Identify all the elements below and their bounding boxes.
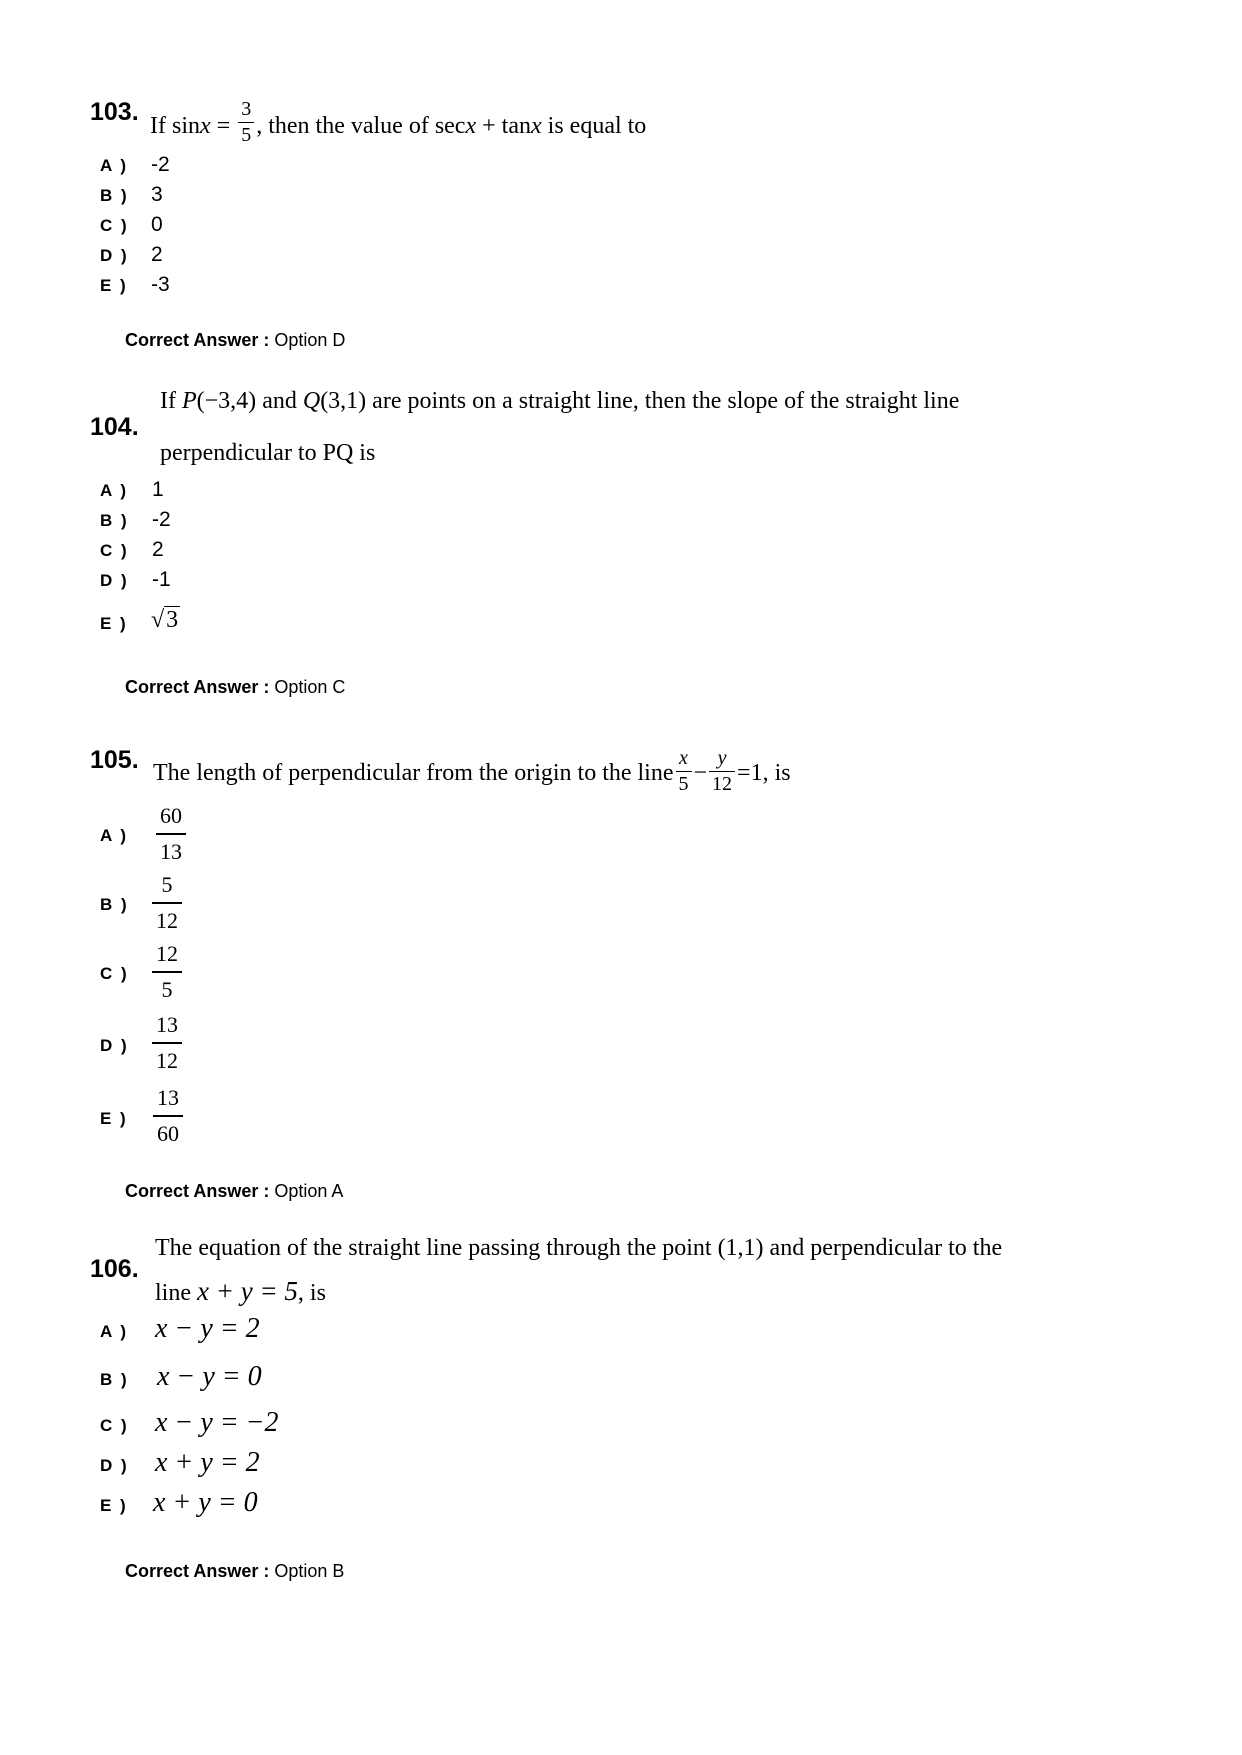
option-label-a: A ) xyxy=(100,481,129,500)
fraction: $\frac{3}{5}$ xyxy=(238,99,254,146)
option-value-b[interactable]: x − y = 0 xyxy=(157,1361,262,1392)
option-label-c: C ) xyxy=(100,216,129,235)
question-number: 103. xyxy=(90,98,139,126)
question-stem-line-1: If P(−3,4) and Q(3,1) are points on a straight line, then the slope of the straight line xyxy=(160,388,960,414)
question-number: 106. xyxy=(90,1255,139,1283)
option-label-d: D ) xyxy=(100,246,129,265)
option-value-b[interactable]: 3 xyxy=(151,183,163,206)
option-label-a: A ) xyxy=(100,826,129,845)
fraction: $\frac{y}{12}$ xyxy=(709,748,735,795)
option-value-d[interactable]: 2 xyxy=(151,243,163,266)
option-label-d: D ) xyxy=(100,1036,129,1055)
option-value-a[interactable]: 60 13 xyxy=(154,805,188,863)
question-stem: The length of perpendicular from the origin to the line $\frac{x}{5}$ − $\frac{y}{12}$ =1, is xyxy=(153,747,791,795)
option-value-d[interactable]: -1 xyxy=(152,568,171,591)
option-label-e: E ) xyxy=(100,1109,128,1128)
option-label-d: D ) xyxy=(100,571,129,590)
correct-answer: Correct Answer : Option A xyxy=(125,1181,344,1201)
question-number: 105. xyxy=(90,746,139,774)
question-stem-line-1: The equation of the straight line passing through the point (1,1) and perpendicular to the xyxy=(155,1235,1003,1261)
correct-answer: Correct Answer : Option D xyxy=(125,330,346,350)
option-value-c[interactable]: x − y = −2 xyxy=(155,1407,279,1438)
option-label-c: C ) xyxy=(100,964,129,983)
option-value-e[interactable]: -3 xyxy=(151,273,170,296)
option-value-d[interactable]: 13 12 xyxy=(150,1014,184,1072)
option-label-b: B ) xyxy=(100,1370,129,1389)
option-value-b[interactable]: -2 xyxy=(152,508,171,531)
option-value-b[interactable]: 5 12 xyxy=(150,874,184,932)
option-value-a[interactable]: -2 xyxy=(151,153,170,176)
question-stem-line-2: line x + y = 5, is xyxy=(155,1276,326,1306)
option-label-b: B ) xyxy=(100,511,129,530)
question-stem: If sinx = $\frac{3}{5}$ , then the value of secx + tanx is equal to xyxy=(150,98,647,146)
option-value-a[interactable]: x − y = 2 xyxy=(155,1313,260,1344)
option-value-c[interactable]: 0 xyxy=(151,213,163,236)
option-label-b: B ) xyxy=(100,895,129,914)
option-value-c[interactable]: 2 xyxy=(152,538,164,561)
option-label-c: C ) xyxy=(100,541,129,560)
option-value-e[interactable]: x + y = 0 xyxy=(153,1487,258,1518)
option-value-a[interactable]: 1 xyxy=(152,478,164,501)
option-label-e: E ) xyxy=(100,614,128,633)
option-value-e[interactable]: √3 xyxy=(151,607,179,633)
option-label-c: C ) xyxy=(100,1416,129,1435)
question-stem-line-2: perpendicular to PQ is xyxy=(160,440,376,466)
option-label-e: E ) xyxy=(100,1496,128,1515)
sqrt-icon: √ xyxy=(151,607,165,633)
option-value-d[interactable]: x + y = 2 xyxy=(155,1447,260,1478)
option-label-a: A ) xyxy=(100,1322,129,1341)
question-number: 104. xyxy=(90,413,139,441)
option-value-c[interactable]: 12 5 xyxy=(150,943,184,1001)
correct-answer: Correct Answer : Option C xyxy=(125,677,346,697)
option-label-d: D ) xyxy=(100,1456,129,1475)
correct-answer: Correct Answer : Option B xyxy=(125,1561,345,1581)
option-label-e: E ) xyxy=(100,276,128,295)
option-value-e[interactable]: 13 60 xyxy=(151,1087,185,1145)
fraction: $\frac{x}{5}$ xyxy=(676,748,692,795)
option-label-a: A ) xyxy=(100,156,129,175)
option-label-b: B ) xyxy=(100,186,129,205)
